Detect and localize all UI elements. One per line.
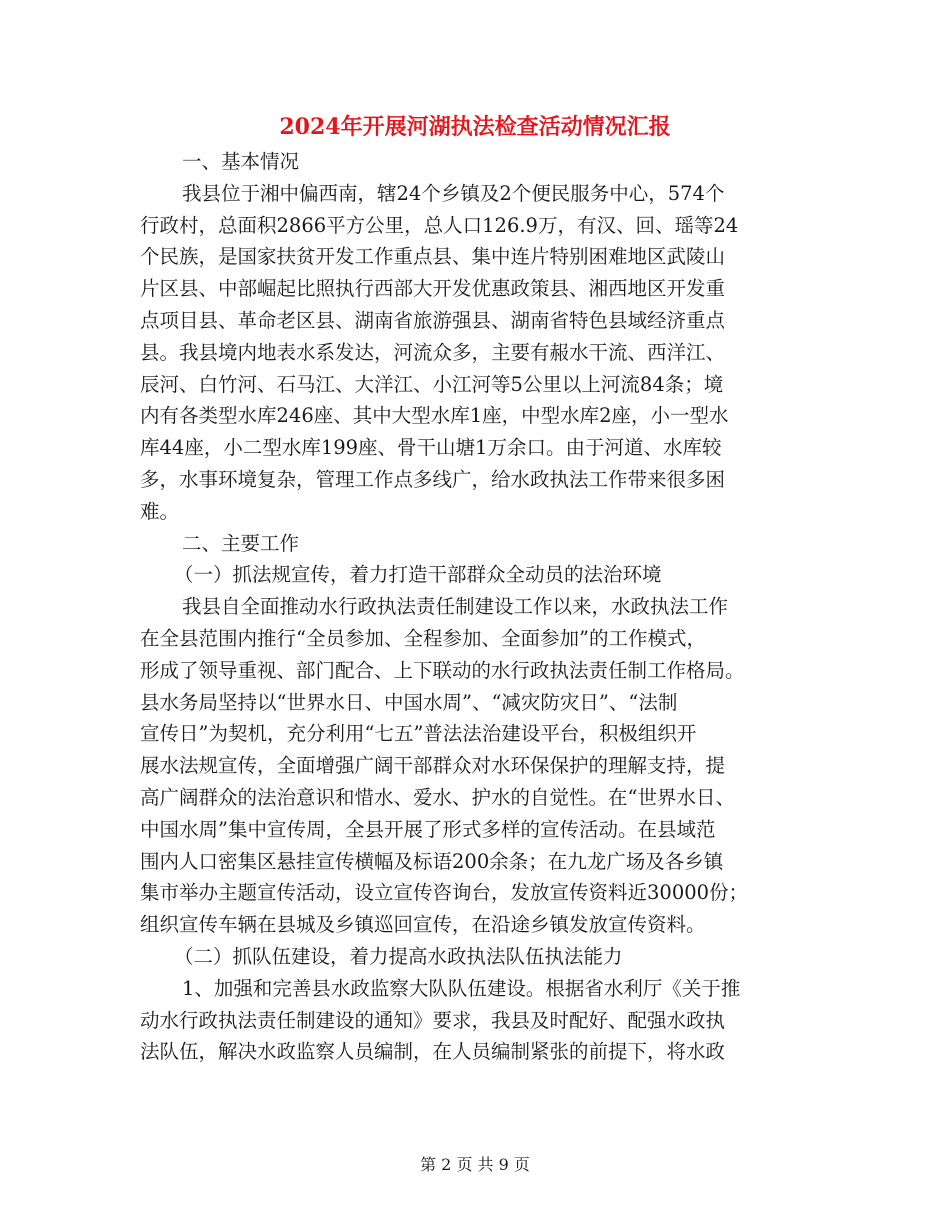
paragraph-line: 点项目县、革命老区县、湖南省旅游强县、湖南省特色县域经济重点	[140, 308, 726, 332]
document-body	[140, 146, 808, 1068]
paragraph-line: 县。我县境内地表水系发达，河流众多，主要有赧水干流、西洋江、	[140, 340, 726, 364]
paragraph-line: 组织宣传车辆在县城及乡镇巡回宣传，在沿途乡镇发放宣传资料。	[140, 913, 706, 937]
paragraph-line: 高广阔群众的法治意识和惜水、爱水、护水的自觉性。在“世界水日、	[140, 785, 735, 809]
paragraph-line: 库44座，小二型水库199座、骨干山塘1万余口。由于河道、水库较	[140, 436, 722, 460]
paragraph-line: 内有各类型水库246座、其中大型水库1座，中型水库2座，小一型水	[140, 404, 729, 428]
paragraph-line: 行政村，总面积2866平方公里，总人口126.9万，有汉、回、瑶等24	[140, 213, 739, 237]
paragraph-line: 集市举办主题宣传活动，设立宣传咨询台，发放宣传资料近30000份；	[140, 881, 749, 905]
paragraph-line: 中国水周”集中宣传周，全县开展了形式多样的宣传活动。在县域范	[140, 817, 716, 841]
paragraph-line: 宣传日”为契机，充分利用“七五”普法法治建设平台，积极组织开	[140, 722, 697, 746]
paragraph-line: 个民族，是国家扶贫开发工作重点县、集中连片特别困难地区武陵山	[140, 245, 726, 269]
paragraph-line: 县水务局坚持以“世界水日、中国水周”、“减灾防灾日”、“法制	[140, 690, 678, 714]
paragraph-line: 我县位于湘中偏西南，辖24个乡镇及2个便民服务中心，574个	[182, 181, 725, 205]
paragraph-line: 片区县、中部崛起比照执行西部大开发优惠政策县、湘西地区开发重	[140, 277, 726, 301]
paragraph-line: 1、加强和完善县水政监察大队队伍建设。根据省水利厅《关于推	[182, 976, 741, 1000]
paragraph-line: 难。	[140, 499, 180, 523]
paragraph-line: 围内人口密集区悬挂宣传横幅及标语200余条；在九龙广场及各乡镇	[140, 849, 724, 873]
section-heading: 一、基本情况	[182, 150, 300, 173]
paragraph-line: 辰河、白竹河、石马江、大洋江、小江河等5公里以上河流84条；境	[140, 372, 724, 396]
subsection-heading: （二）抓队伍建设，着力提高水政执法队伍执法能力	[174, 944, 623, 968]
paragraph-line: 形成了领导重视、部门配合、上下联动的水行政执法责任制工作格局。	[140, 658, 745, 682]
subsection-heading: （一）抓法规宣传，着力打造干部群众全动员的法治环境	[174, 563, 662, 587]
document-title: 2024年开展河湖执法检查活动情况汇报	[279, 114, 671, 140]
page-number-footer: 第 2 页 共 9 页	[420, 1155, 530, 1174]
paragraph-line: 在全县范围内推行“全员参加、全程参加、全面参加”的工作模式，	[140, 626, 706, 650]
section-heading: 二、主要工作	[182, 531, 300, 555]
paragraph-line: 法队伍，解决水政监察人员编制，在人员编制紧张的前提下，将水政	[140, 1040, 726, 1064]
paragraph-line: 我县自全面推动水行政执法责任制建设工作以来，水政执法工作	[182, 595, 729, 619]
paragraph-line: 展水法规宣传，全面增强广阔干部群众对水环保保护的理解支持，提	[140, 754, 726, 778]
paragraph-line: 多，水事环境复杂，管理工作点多线广，给水政执法工作带来很多困	[140, 467, 726, 491]
paragraph-line: 动水行政执法责任制建设的通知》要求，我县及时配好、配强水政执	[140, 1008, 726, 1032]
